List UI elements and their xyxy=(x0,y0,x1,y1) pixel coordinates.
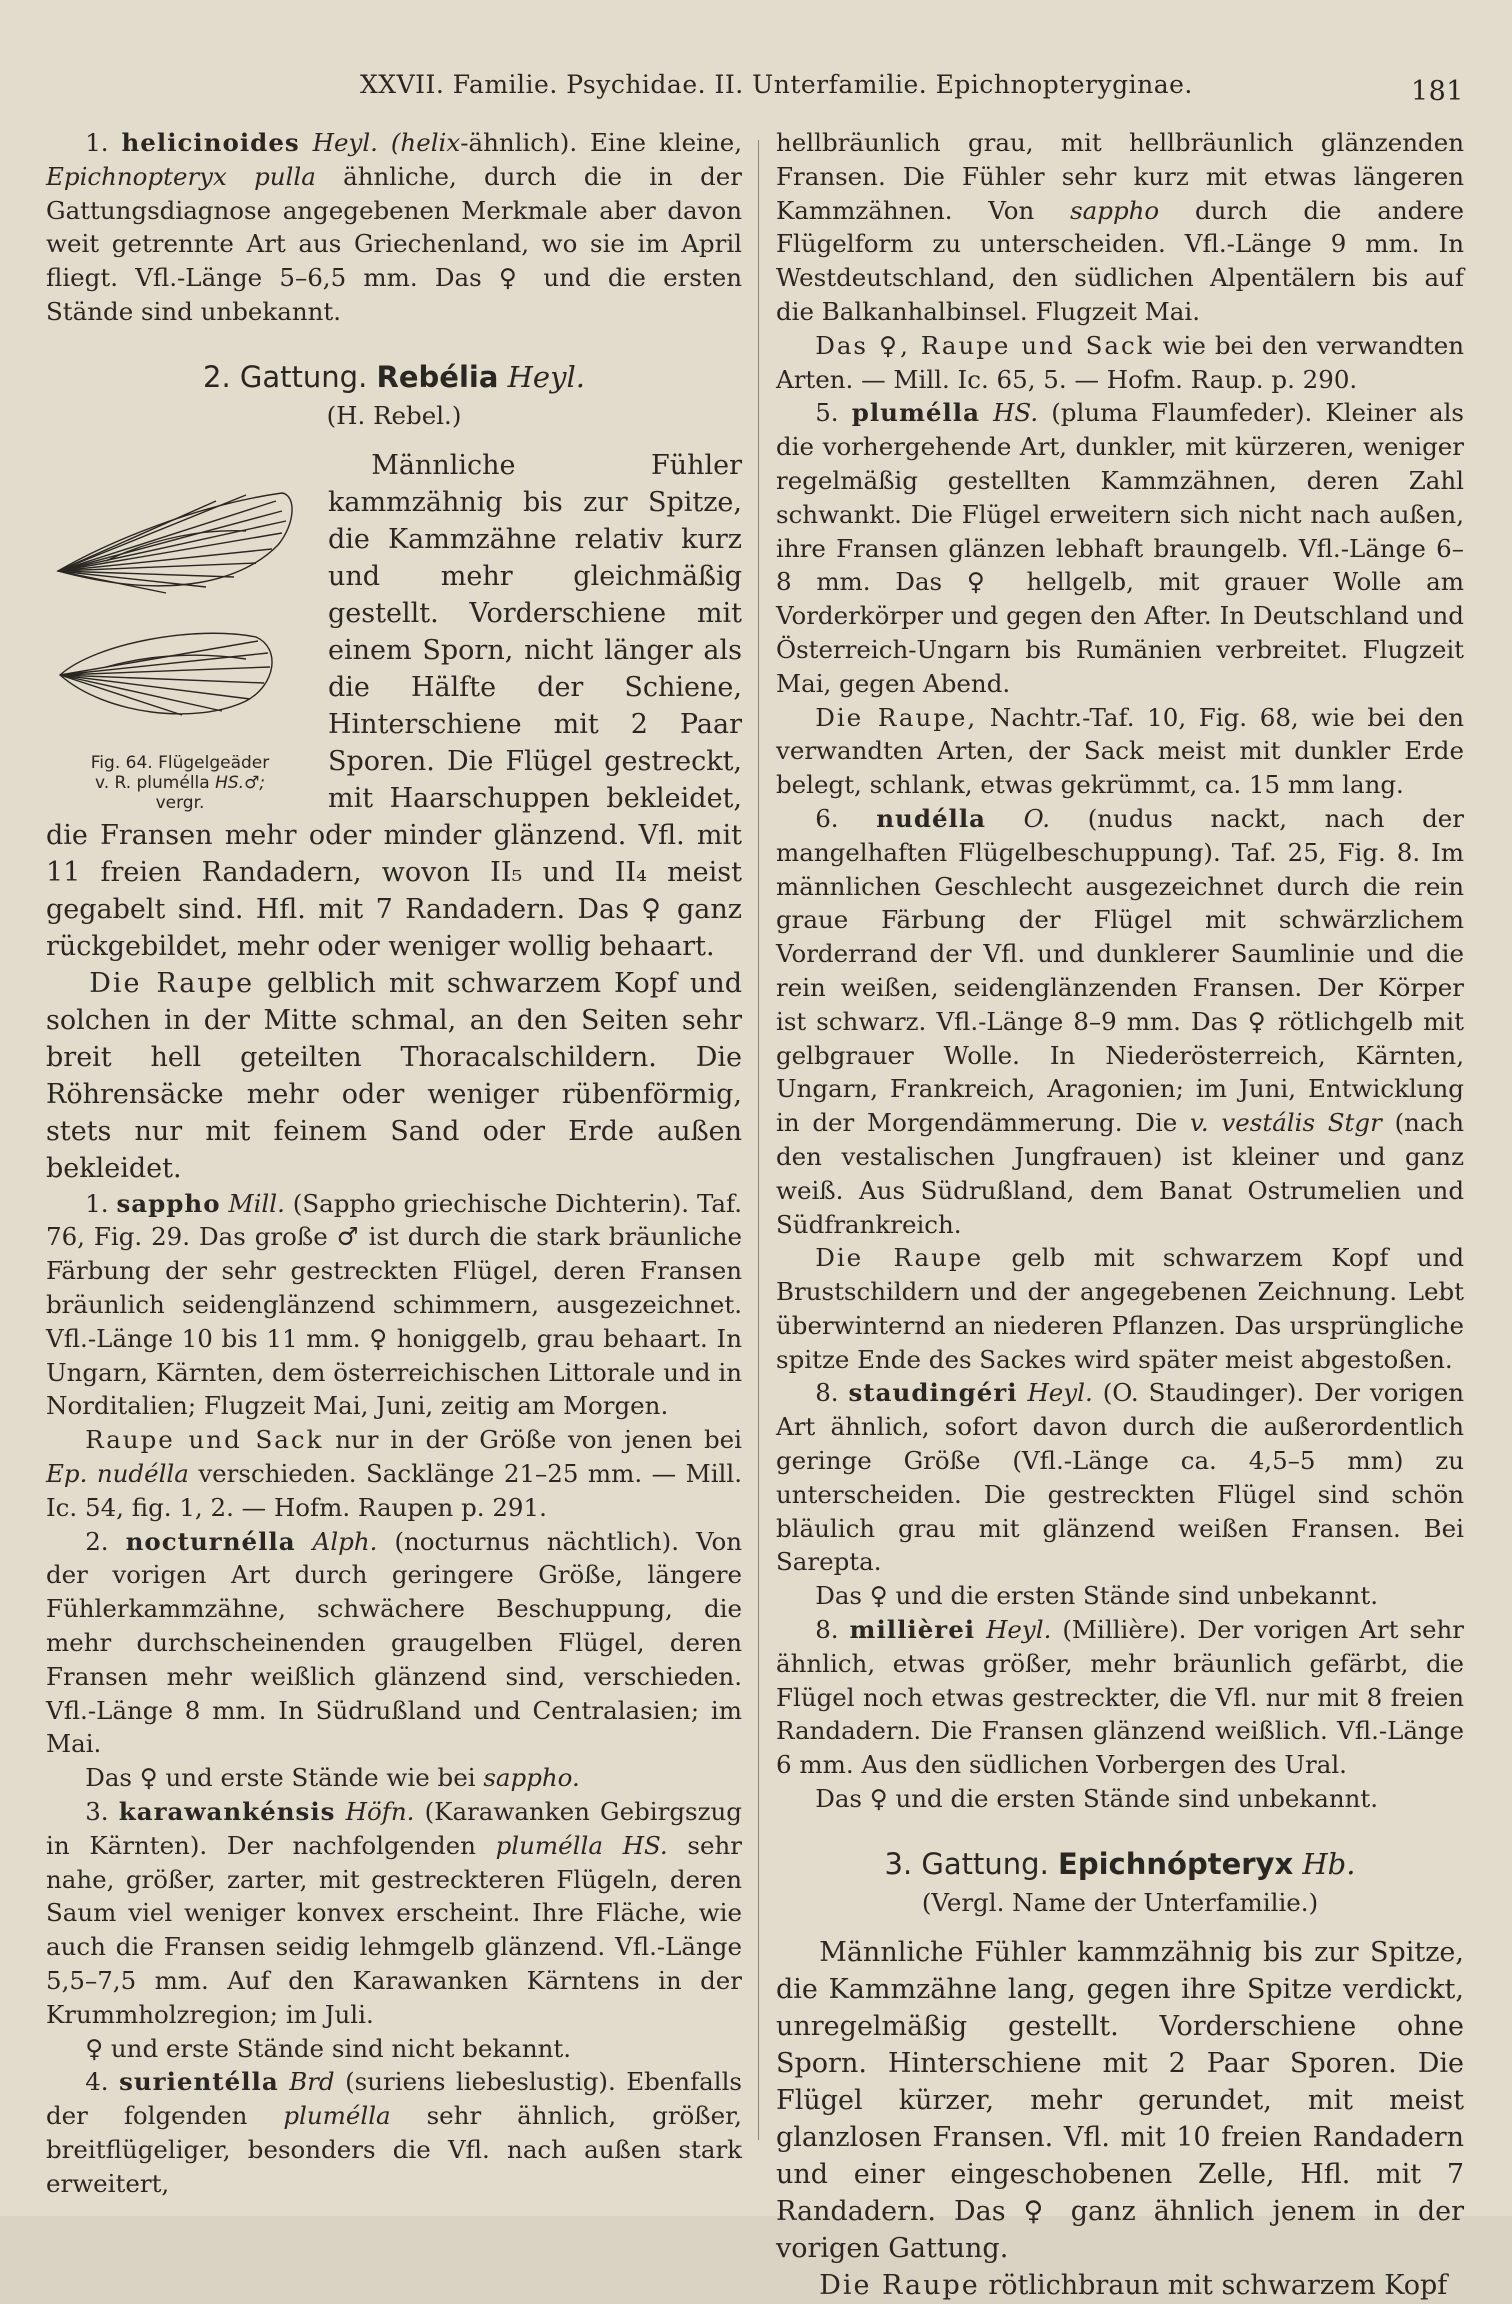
author: Brd xyxy=(289,2067,335,2097)
genus-author: Heyl. xyxy=(507,359,585,394)
entry-text: (pluma Flaumfeder). Kleiner als die vorhergehende Art, dunkler, mit kürzeren, weniger regelmäßig gestellten Kammzähnen, deren Zahl schwankt. Die Flügel erweitern sich nicht nach außen, ihre Fransen glänzen lebhaft braungelb. Vfl.-Länge 6–8 mm. Das ♀ hellgelb, mit grauer Wolle am Vorderkörper und gegen den After. In Deutschland und Österreich-Ungarn bis Rumänien verbreitet. Flugzeit Mai, gegen Abend. xyxy=(776,398,1464,698)
entry-text: (suriens liebeslustig). Ebenfalls der folgenden xyxy=(46,2067,742,2131)
figure-64 xyxy=(46,453,314,813)
species-reference: Ep. nudélla xyxy=(46,1458,189,1488)
caption-line: Fig. 64. Flügelgeäder xyxy=(90,752,270,773)
entry-number: 3. xyxy=(85,1796,109,1826)
entry-text: nur in der Größe von jenen bei xyxy=(335,1425,742,1455)
genus-description: Männliche Fühler kammzähnig bis zur Spitze, die Kammzähne relativ kurz und mehr gleichmäßig gestellt. Vorderschiene mit einem Sporn, nicht länger als die Hälfte der Schiene, Hinterschiene mit 2 Paar Sporen. Die Flügel gestreckt, mit Haarschuppen bekleidet, die Fransen mehr oder minder glänzend. Vfl. mit 11 freien Randadern, wovon II₅ und II₄ meist gegabelt sind. Hfl. mit 7 Randadern. Das ♀ ganz rückgebildet, mehr oder weniger wollig behaart. xyxy=(46,449,742,962)
species-reference: sappho xyxy=(1070,195,1160,225)
entry-text: (Karawanken Gebirgszug in Kärnten). Der nachfolgenden xyxy=(46,1796,742,1860)
entry-number: 2. xyxy=(85,1526,109,1556)
genus-heading xyxy=(776,1844,1464,1884)
entry-text: ähnliche, durch die in der Gattungsdiagnose angegebenen Merkmale aber davon weit getrennte Art aus Griechenland, wo sie im April fliegt. Vfl.-Länge 5–6,5 mm. Das ♀ und die ersten Stände sind unbekannt. xyxy=(46,161,742,326)
author: Höfn. xyxy=(345,1796,415,1826)
larva-note xyxy=(776,329,1464,397)
author: O. xyxy=(1023,803,1051,833)
larva-description xyxy=(776,2267,1464,2304)
stages-note: Das ♀ und die ersten Stände sind unbekannt. xyxy=(815,1581,1379,1611)
species-name: millièrei xyxy=(849,1615,976,1645)
genus-heading xyxy=(46,357,742,397)
page-number: 181 xyxy=(1410,76,1464,107)
entry-number: 8. xyxy=(815,1615,839,1645)
entry-text: hellbräunlich grau, mit hellbräunlich glänzenden Fransen. Die Fühler sehr kurz mit etwas längeren Kammzähnen. Von xyxy=(776,128,1464,225)
larva-note xyxy=(776,701,1464,802)
lead-words: Das ♀, Raupe und Sack xyxy=(815,330,1154,360)
entry-text: -ähnlich). Eine kleine, xyxy=(460,128,743,157)
species-reference: sappho. xyxy=(483,1763,580,1793)
lead-words: Raupe und Sack xyxy=(85,1425,324,1455)
entry-number: 5. xyxy=(815,398,839,428)
entry-text: Das ♀ und erste Stände wie bei xyxy=(85,1763,476,1793)
entry-number: 1. xyxy=(85,1188,109,1218)
genus-description: Männliche Fühler kammzähnig bis zur Spitze, die Kammzähne lang, gegen ihre Spitze verdickt, unregelmäßig gestellt. Vorderschiene ohne Sporn. Hinterschiene mit 2 Paar Sporen. Die Flügel kürzer, mehr gerundet, mit meist glanzlosen Fransen. Vfl. mit 10 freien Randadern und einer eingeschobenen Zelle, Hfl. mit 7 Randadern. Das ♀ ganz ähnlich jenem in der vorigen Gattung. xyxy=(776,1936,1464,2264)
species-name: nudélla xyxy=(876,803,987,833)
entry-text: (O. Staudinger). Der vorigen Art ähnlich, sofort davon durch die außerordentlich geringe Größe (Vfl.-Länge ca. 4,5–5 mm) zu unterscheiden. Die gestreckten Flügel sind schön bläulich grau mit glänzend weißen Fransen. Bei Sarepta. xyxy=(776,1378,1464,1577)
caption-line: vergr. xyxy=(155,792,205,813)
species-name: karawankénsis xyxy=(118,1796,336,1826)
entry-number: 4. xyxy=(85,2067,109,2097)
genus-author: Hb. xyxy=(1302,1846,1356,1881)
species-entry xyxy=(46,1187,742,1424)
author: Heyl. xyxy=(986,1615,1052,1645)
entry-number: 6. xyxy=(815,803,839,833)
etymology: (helix xyxy=(390,128,461,157)
lead-words: Die Raupe xyxy=(89,967,255,999)
species-name: sappho xyxy=(116,1188,221,1218)
species-name: staudingéri xyxy=(848,1378,1018,1408)
entry-text: (Sappho griechische Dichterin). Taf. 76, Fig. 29. Das große ♂ ist durch die stark bräunliche Färbung der sehr gestreckten Flügel, deren Fransen bräunlich seidenglänzend schimmern, ausgezeichnet. Vfl.-Länge 10 bis 11 mm. ♀ honiggelb, grau behaart. In Ungarn, Kärnten, dem österreichischen Littorale und in Norditalien; Flugzeit Mai, Juni, zeitig am Morgen. xyxy=(46,1188,742,1421)
entry-text: wie bei den verwandten Arten. — Mill. Ic. 65, 5. — Hofm. Raup. p. 290. xyxy=(776,330,1464,394)
lead-words: Die Raupe xyxy=(815,1243,984,1273)
author: Mill. xyxy=(228,1188,285,1218)
larva-note xyxy=(46,1423,742,1524)
genus-subheading: (H. Rebel.) xyxy=(326,400,462,430)
species-entry xyxy=(46,126,742,329)
entry-text: durch die andere Flügelform zu unterscheiden. Vfl.-Länge 9 mm. In Westdeutschland, den südlichen Alpentälern bis auf die Balkanhalbinsel. Flugzeit Mai. xyxy=(776,195,1464,326)
entry-text: (Millière). Der vorigen Art sehr ähnlich, etwas größer, mehr bräunlich gefärbt, die Flügel noch etwas gestreckter, die Vfl. nur mit 8 freien Randadern. Die Fransen glänzend weißlich. Vfl.-Länge 6 mm. Aus den südlichen Vorbergen des Ural. xyxy=(776,1615,1465,1780)
species-reference: plumélla xyxy=(283,2101,391,2131)
entry-text: verschieden. Sacklänge 21–25 mm. — Mill. Ic. 54, fig. 1, 2. — Hofm. Raupen p. 291. xyxy=(46,1458,743,1522)
entry-text: Nachtr.-Taf. 10, Fig. 68, wie bei den verwandten Arten, der Sack meist mit dunkler Erde belegt, schlank, etwas gekrümmt, ca. 15 mm lang. xyxy=(776,702,1464,800)
species-name: plumélla xyxy=(851,398,980,428)
lead-words: Die Raupe xyxy=(819,2269,980,2301)
species-entry xyxy=(776,1613,1464,1782)
genus-name: Rebélia xyxy=(376,359,499,394)
entry-text: gelb mit schwarzem Kopf und Brustschildern und der angegebenen Zeichnung. Lebt überwinternd an niederen Pflanzen. Das ursprüngliche spitze Ende des Sackes wird später meist abgestoßen. xyxy=(776,1243,1464,1374)
author: Heyl. xyxy=(1027,1378,1093,1408)
genus-name: Epichnópteryx xyxy=(1058,1846,1294,1881)
figure-caption xyxy=(46,753,314,813)
author: Alph. xyxy=(312,1526,378,1556)
author: Heyl. xyxy=(312,128,378,157)
species-entry xyxy=(776,1376,1464,1579)
species-name: helicinoides xyxy=(121,128,300,157)
left-column xyxy=(46,126,742,2200)
caption-line: v. R. plumélla xyxy=(94,772,210,793)
larva-description xyxy=(46,965,742,1187)
lead-words: Die Raupe, xyxy=(815,702,978,732)
right-column xyxy=(776,126,1464,2304)
entry-text: (nocturnus nächtlich). Von der vorigen Art durch geringere Größe, längere Fühlerkammzähne, schwächere Beschuppung, die mehr durchscheinenden graugelben Flügel, deren Fransen mehr weißlich glänzend sind, verschieden. Vfl.-Länge 8 mm. In Südrußland und Centralasien; im Mai. xyxy=(46,1526,742,1759)
species-reference: plumélla HS. xyxy=(495,1830,668,1860)
stages-note: ♀ und erste Stände sind nicht bekannt. xyxy=(85,2033,572,2063)
entry-number: 8. xyxy=(815,1378,839,1408)
entry-text: sehr ähnlich, größer, breitflügeliger, besonders die Vfl. nach außen stark erweitert, xyxy=(46,2101,742,2198)
wing-venation-illustration xyxy=(46,453,314,743)
larva-note xyxy=(776,1241,1464,1376)
species-name: nocturnélla xyxy=(125,1526,296,1556)
entry-text: rötlichbraun mit schwarzem Kopf xyxy=(988,2269,1448,2301)
column-divider xyxy=(758,140,759,2140)
continued-entry xyxy=(776,126,1464,329)
entry-text: gelblich mit schwarzem Kopf und solchen in der Mitte schmal, an den Seiten sehr breit hell geteilten Thoracalschildern. Die Röhrensäcke mehr oder weniger rübenförmig, stets nur mit feinem Sand oder Erde außen bekleidet. xyxy=(46,967,742,1184)
stages-note: Das ♀ und die ersten Stände sind unbekannt. xyxy=(815,1784,1379,1814)
species-reference: v. vestális Stgr xyxy=(1189,1108,1382,1138)
author: HS. xyxy=(993,398,1039,428)
species-name: surientélla xyxy=(119,2067,279,2097)
species-entry xyxy=(46,1525,742,1762)
species-reference: Epichnopteryx pulla xyxy=(46,161,316,191)
species-entry xyxy=(776,396,1464,700)
caption-line: HS.♂; xyxy=(215,772,266,793)
entry-text: sehr nahe, größer, zarter, mit gestreckteren Flügeln, deren Saum viel weniger konvex erscheint. Ihre Fläche, wie auch die Fransen seidig lehmgelb glänzend. Vfl.-Länge 5,5–7,5 mm. Auf den Karawanken Kärntens in der Krummholzregion; im Juli. xyxy=(46,1830,742,2029)
entry-text: (nudus nackt, nach der mangelhaften Flügelbeschuppung). Taf. 25, Fig. 8. Im männlichen Geschlecht ausgezeichnet durch die rein graue Färbung der Flügel mit schwärzlichem Vorderrand der Vfl. und dunklerer Saumlinie und die rein weißen, seidenglänzenden Fransen. Der Körper ist schwarz. Vfl.-Länge 8–9 mm. Das ♀ rötlichgelb mit gelbgrauer Wolle. In Niederösterreich, Kärnten, Ungarn, Frankreich, Aragonien; im Juni, Entwicklung in der Morgendämmerung. Die xyxy=(776,803,1465,1138)
entry-number: 1. xyxy=(85,128,109,157)
genus-label: 3. Gattung. xyxy=(884,1846,1049,1881)
running-title: XXVII. Familie. Psychidae. II. Unterfamilie. Epichnopteryginae. xyxy=(360,70,1193,99)
species-entry xyxy=(46,1795,742,2032)
species-entry xyxy=(776,802,1464,1241)
genus-label: 2. Gattung. xyxy=(203,359,368,394)
page-header xyxy=(40,70,1464,110)
stages-note xyxy=(46,1761,742,1795)
entry-text: (nach den vestalischen Jungfrauen) ist kleiner und ganz weiß. Aus Südrußland, dem Banat Ostrumelien und Südfrankreich. xyxy=(776,1108,1465,1239)
species-entry xyxy=(46,2065,742,2200)
genus-subheading: (Vergl. Name der Unterfamilie.) xyxy=(921,1887,1319,1917)
